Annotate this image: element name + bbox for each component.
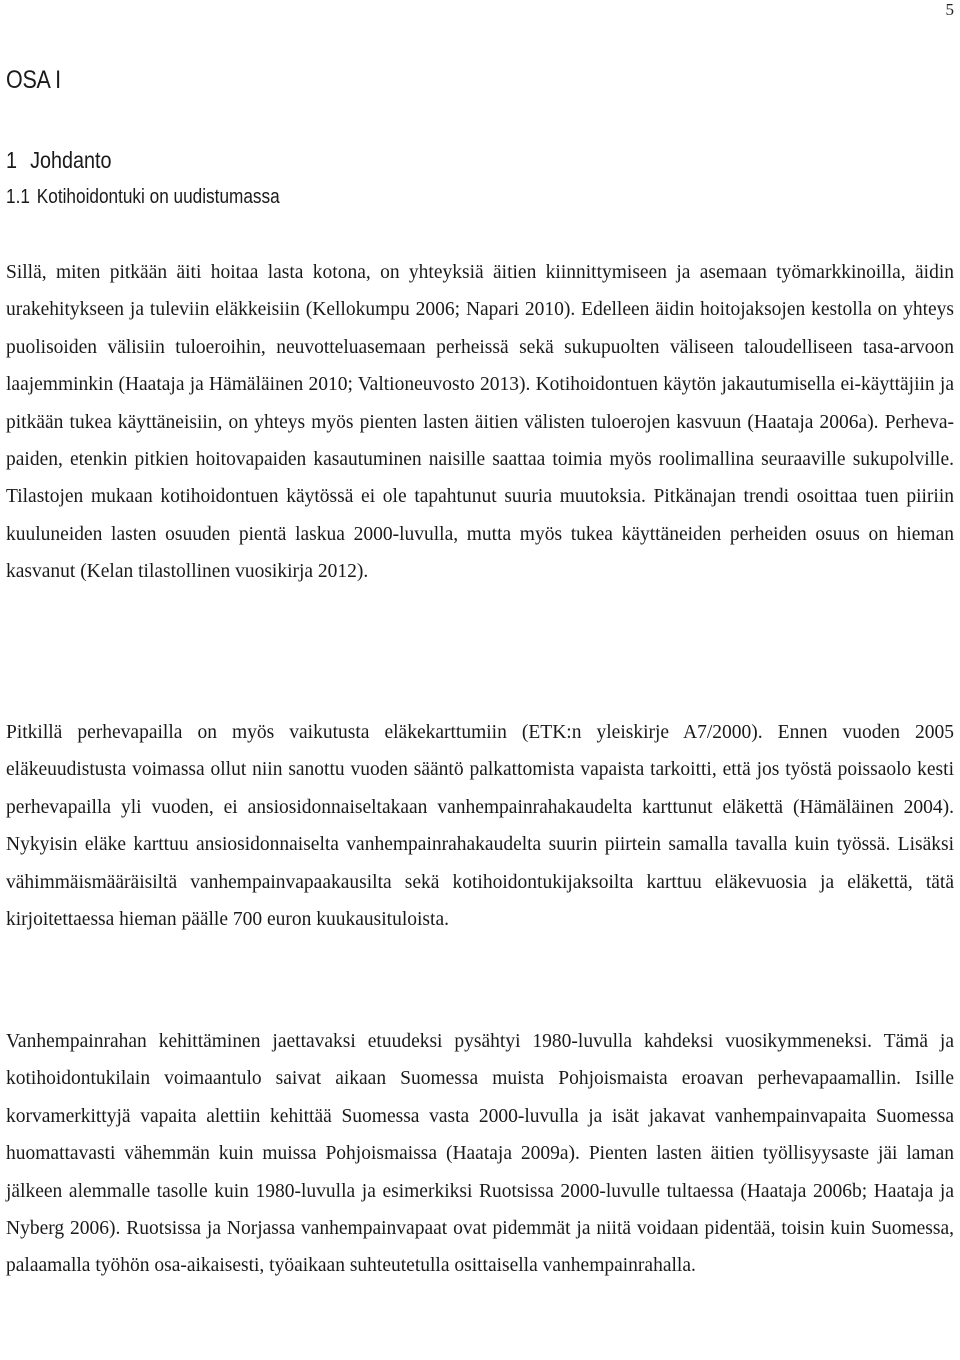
section-heading xyxy=(6,183,280,211)
paragraph-3: Vanhempainrahan kehittäminen jaettavaksi etuudeksi pysähtyi 1980-luvulla kahdeksi vuosikymmeneksi. Tämä ja kotihoidontukilain voimaantulo saivat aikaan Suomessa muista Pohjoismaista eroavan perhevapaamallin. Isille korvamerkittyjä vapaita alettiin kehittää Suomessa vasta 2000-luvulla ja isät jakavat vanhempainvapaita Suomessa huomattavasti vähemmän kuin muissa Pohjoismaissa (Haataja 2009a). Pienten lasten äitien työllisyysaste jäi laman jälkeen alemmalle tasolle kuin 1980-luvulla ja esimerkiksi Ruotsissa 2000-luvulle tultaessa (Haataja 2006b; Haataja ja Nyberg 2006). Ruotsissa ja Norjassa vanhempainvapaat ovat pidemmät ja niitä voidaan pidentää, toisin kuin Suomessa, palaamalla työhön osa-aikaisesti, työaikaan suhteutetulla osittaisella vanhempainrahalla. xyxy=(6,1031,954,1277)
section-title: Kotihoidontuki on uudistumassa xyxy=(36,186,280,208)
chapter-title: Johdanto xyxy=(30,147,112,173)
section-number: 1.1 xyxy=(6,186,30,208)
chapter-heading xyxy=(6,145,111,175)
paragraph-2: Pitkillä perhevapailla on myös vaikutusta eläkekarttumiin (ETK:n yleiskirje A7/2000). Ennen vuoden 2005 eläkeuudistusta voimassa ollut niin sanottu vuoden sääntö palkattomista vapaista tarkoitti, että jos työstä poissaolo kesti perhevapailla yli vuoden, ei ansiosidonnaiseltakaan vanhempainrahakaudelta karttunut eläkettä (Hämäläinen 2004). Nykyisin eläke karttuu ansiosidonnaiselta vanhempainrahakaudelta suurin piirtein samalla tavalla kuin työssä. Lisäksi vähimmäismääräisiltä vanhempainvapaakausilta sekä kotihoidontukijaksoilta karttuu eläkevuosia ja eläkettä, tätä kirjoitettaessa hieman päälle 700 euron kuukausituloista. xyxy=(6,722,954,931)
part-title: OSA I xyxy=(6,66,61,94)
paragraph-1: Sillä, miten pitkään äiti hoitaa lasta kotona, on yhteyksiä äitien kiinnittymiseen ja asemaan työmarkkinoilla, äidin urakehitykseen ja tuleviin eläkkeisiin (Kellokumpu 2006; Napari 2010). Edelleen äidin hoitojaksojen kestolla on yhteys puolisoiden välisiin tuloeroihin, neuvotteluasemaan perheissä sekä sukupuolten väliseen taloudelliseen tasa-arvoon laajemminkin (Haataja ja Hämäläinen 2010; Valtioneuvosto 2013). Kotihoidontuen käytön jakautumisella ei-käyttäjiin ja pitkään tukea käyttäneisiin, on yhteys myös pienten lasten äitien välisten tuloerojen kasvuun (Haataja 2006a). Perhevapaiden, etenkin pitkien hoitovapaiden kasautuminen naisille saattaa toimia myös roolimallina seuraaville sukupolville. Tilastojen mukaan kotihoidontuen käytössä ei ole tapahtunut suuria muutoksia. Pitkänajan trendi osoittaa tuen piiriin kuuluneiden lasten osuuden pientä laskua 2000-luvulla, mutta myös tukea käyttäneiden perheiden osuus on hieman kasvanut (Kelan tilastollinen vuosikirja 2012). xyxy=(6,262,954,583)
page-number: 5 xyxy=(945,0,954,19)
chapter-number: 1 xyxy=(6,147,18,173)
